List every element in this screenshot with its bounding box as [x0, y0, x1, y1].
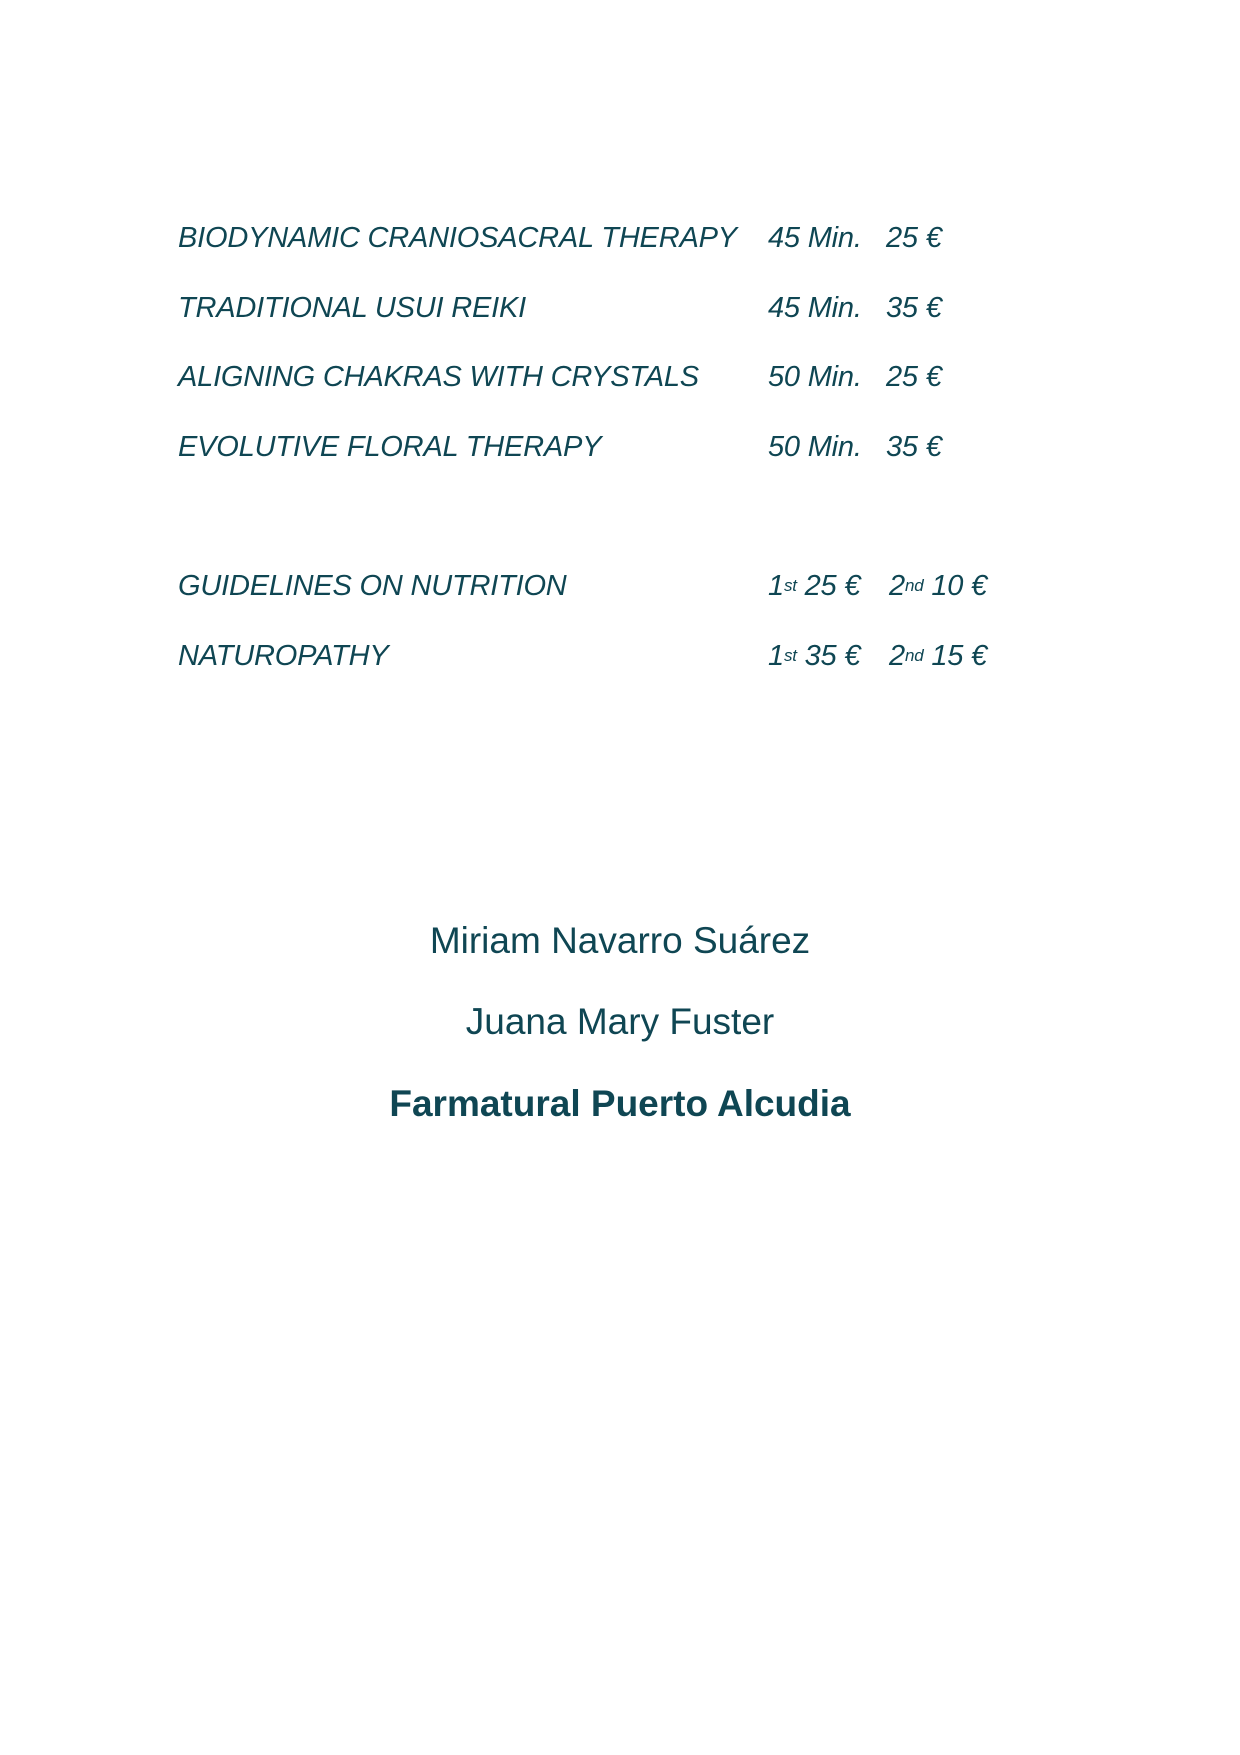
therapist-name: Miriam Navarro Suárez: [429, 920, 811, 961]
service-detail: [768, 566, 987, 606]
service-detail: [768, 427, 942, 467]
service-name: ALIGNING CHAKRAS WITH CRYSTALS: [178, 361, 699, 393]
service-row-nutrition: [178, 566, 1078, 606]
service-price: 35 €: [886, 431, 942, 463]
business-name: Farmatural Puerto Alcudia: [389, 1083, 851, 1124]
service-name: NATUROPATHY: [178, 640, 389, 672]
service-detail: [768, 636, 987, 676]
therapist-name: Juana Mary Fuster: [465, 1001, 775, 1042]
service-duration: 45 Min.: [768, 292, 862, 324]
service-duration: 45 Min.: [768, 222, 862, 254]
ordinal-suffix: st: [783, 576, 797, 595]
service-name: TRADITIONAL USUI REIKI: [178, 292, 526, 324]
service-price: 35 €: [886, 292, 942, 324]
ordinal-number: 2: [889, 640, 905, 672]
service-price: 25 €: [886, 361, 942, 393]
ordinal-suffix: nd: [904, 646, 924, 665]
price-value: 35 €: [804, 640, 861, 672]
service-name: EVOLUTIVE FLORAL THERAPY: [178, 431, 602, 463]
service-name: GUIDELINES ON NUTRITION: [178, 570, 567, 602]
ordinal-number: 2: [889, 570, 905, 602]
service-duration: 50 Min.: [768, 361, 862, 393]
service-duration: 50 Min.: [768, 431, 862, 463]
price-value: 15 €: [931, 640, 987, 672]
ordinal-number: 1: [768, 640, 784, 672]
service-row-reiki: [178, 288, 1078, 328]
ordinal-number: 1: [768, 570, 784, 602]
price-value: 10 €: [931, 570, 987, 602]
service-detail: [768, 218, 942, 258]
service-name: BIODYNAMIC CRANIOSACRAL THERAPY: [178, 222, 737, 254]
service-detail: [768, 357, 942, 397]
service-row-chakras: [178, 357, 1078, 397]
first-visit-price: [768, 636, 889, 676]
first-visit-price: [768, 566, 889, 606]
follow-up-price: [889, 570, 987, 602]
service-detail: [768, 288, 942, 328]
price-value: 25 €: [804, 570, 861, 602]
service-price: 25 €: [886, 222, 942, 254]
service-row-naturopathy: [178, 636, 1078, 676]
service-row-craniosacral: [178, 218, 1078, 258]
ordinal-suffix: nd: [904, 576, 924, 595]
follow-up-price: [889, 640, 987, 672]
ordinal-suffix: st: [783, 646, 797, 665]
service-row-floral: [178, 427, 1078, 467]
